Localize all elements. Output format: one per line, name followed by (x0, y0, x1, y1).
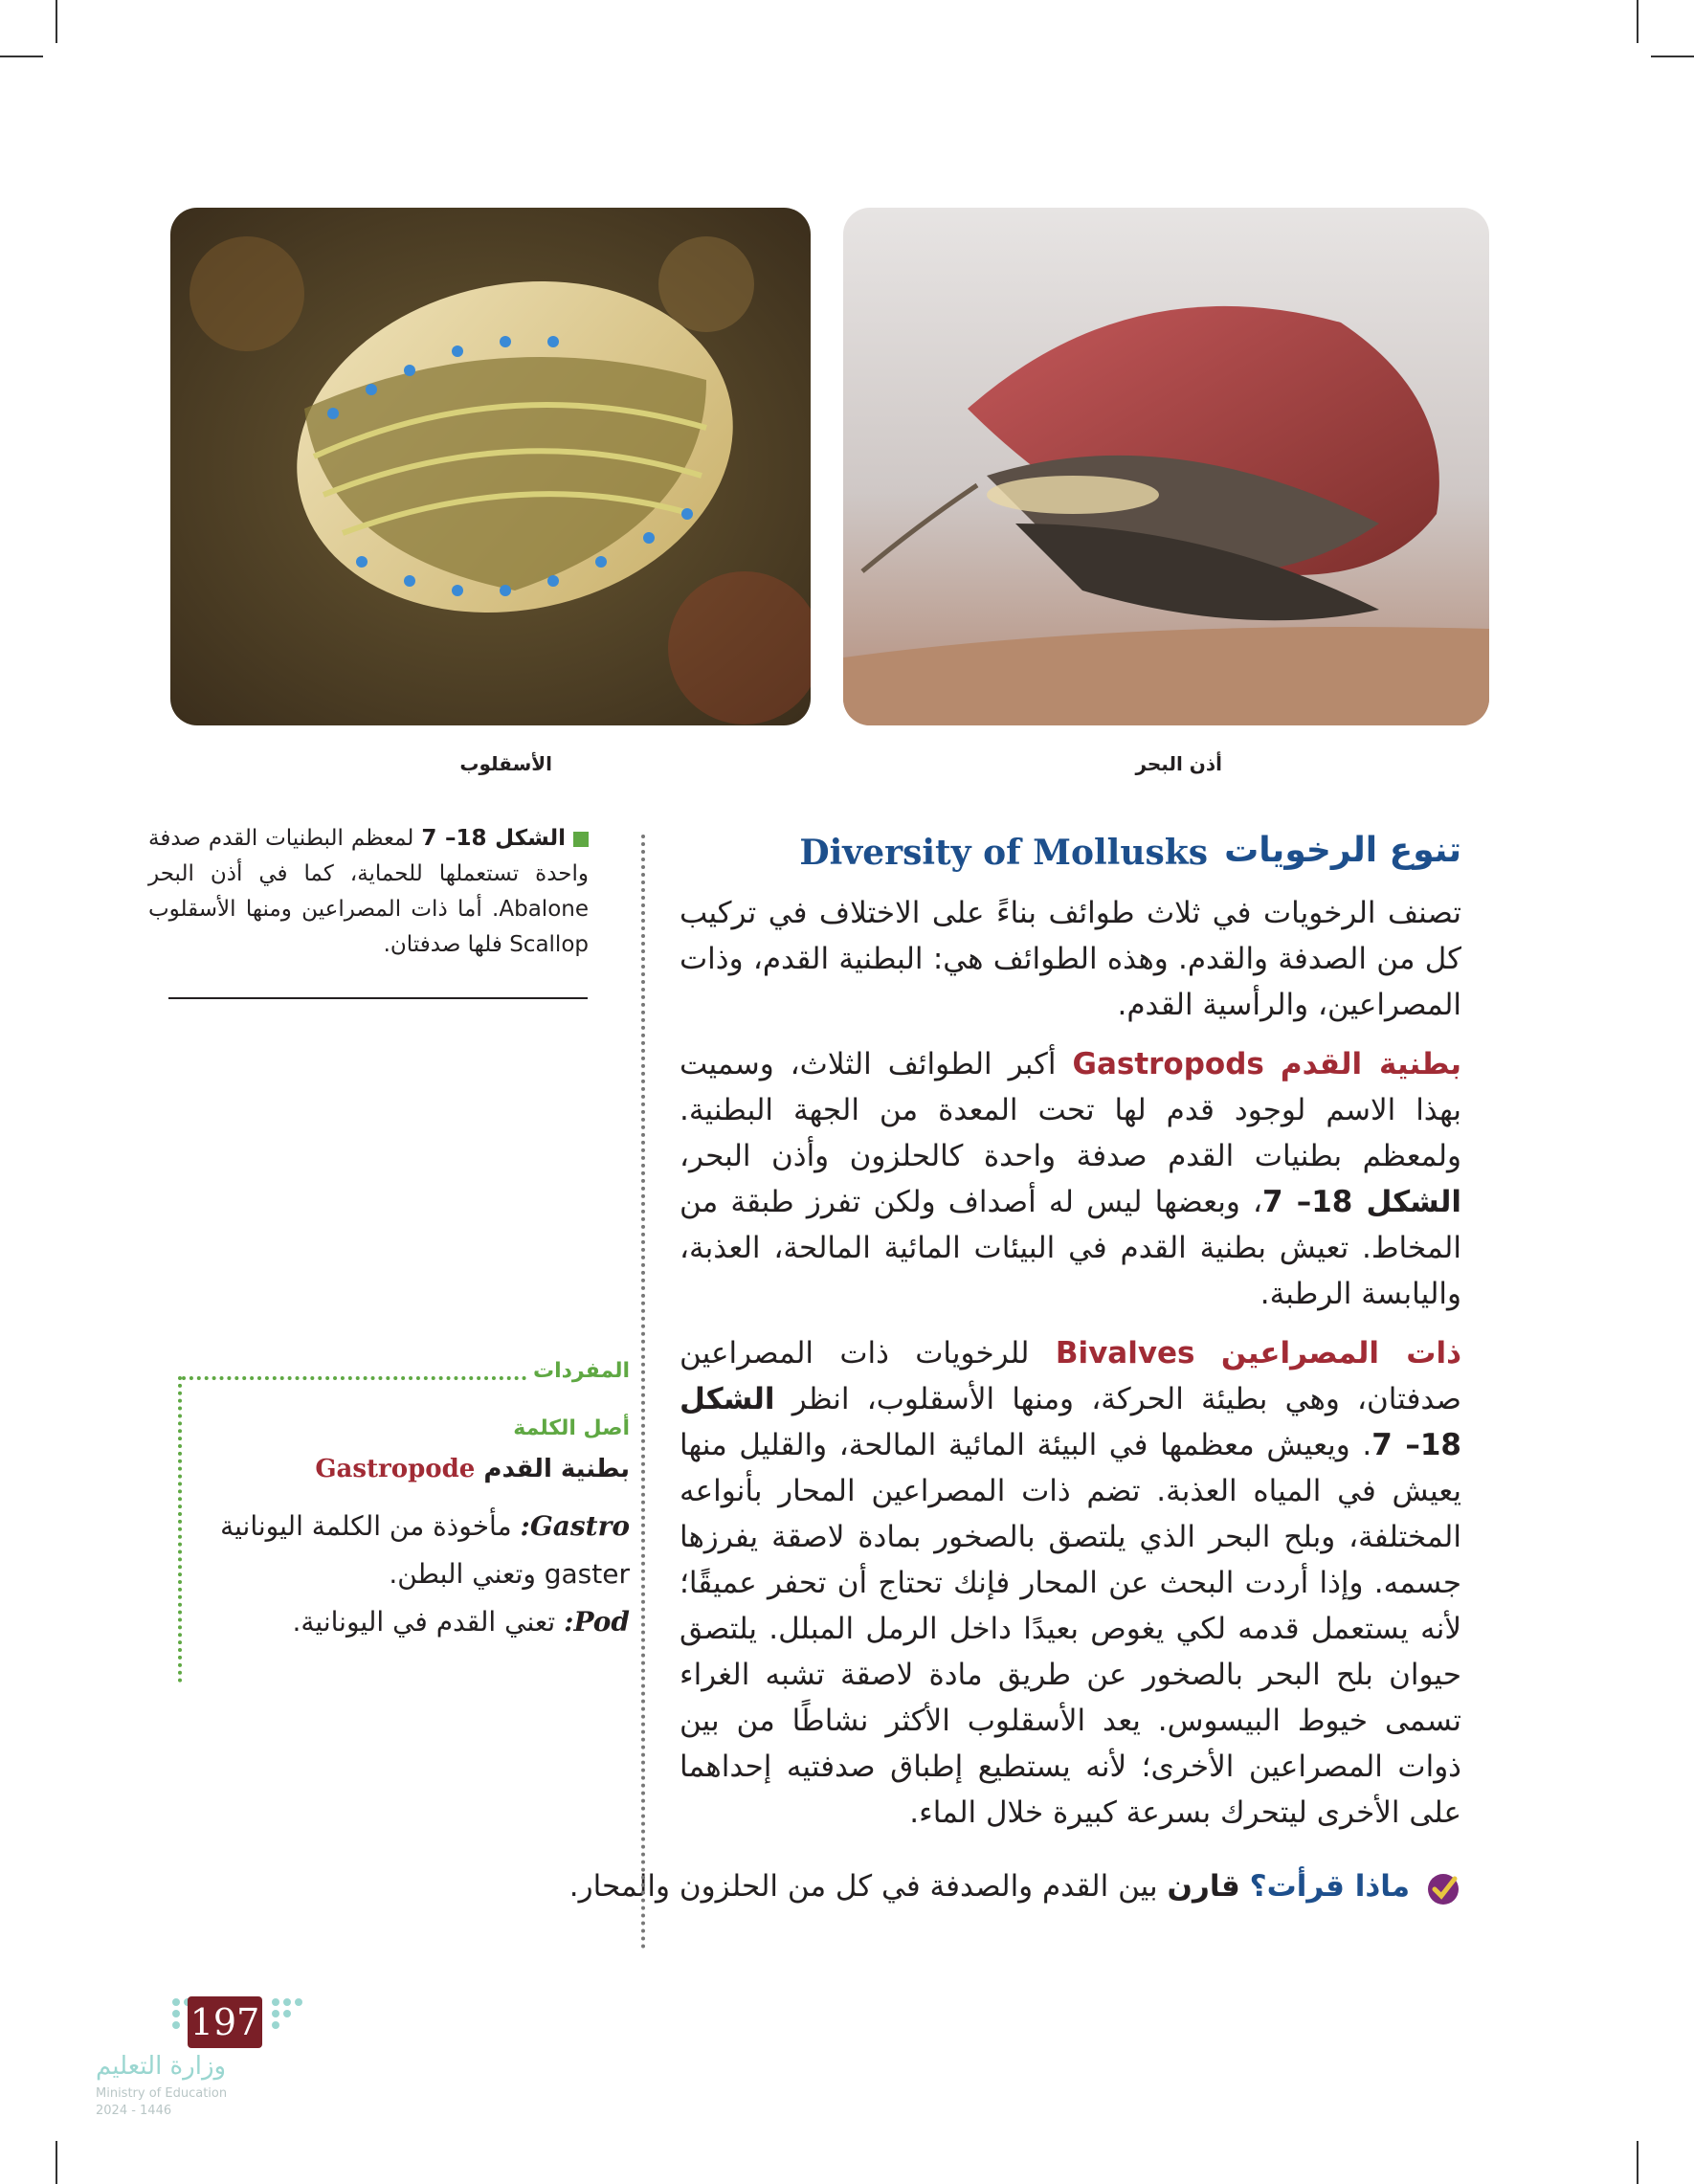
definition-gastro-text: مأخوذة من الكلمة اليونانية gaster وتعني البطن. (220, 1510, 630, 1590)
reading-check-label: ماذا قرأت؟ (1249, 1869, 1411, 1904)
vocabulary-title: المفردات (532, 1359, 630, 1383)
edition-year: 2024 - 1446 (96, 2104, 172, 2118)
crop-mark (56, 0, 57, 43)
scallop-photo (170, 208, 811, 725)
gastropods-text-a: أكبر الطوائف الثلاث، وسميت بهذا الاسم لوجود قدم لها تحت المعدة من الجهة البطنية. ولمعظم بطنيات القدم صدفة واحدة كالحلزون وأذن البحر، (680, 1047, 1461, 1173)
reading-check (569, 1869, 1461, 1906)
heading-english: Diversity of Mollusks (799, 833, 1208, 873)
bivalves-term-en: Bivalves (1055, 1336, 1195, 1371)
figure-note-text: لمعظم البطنيات القدم صدفة واحدة تستعملها للحماية، كما في أذن البحر Abalone. أما ذات المصراعين ومنها الأسقلوب Scallop فلها صدفتان. (148, 826, 589, 957)
definition-pod (182, 1598, 630, 1646)
vocabulary-definitions (182, 1503, 630, 1646)
gastropods-text-b: ، وبعضها ليس له أصداف ولكن تفرز طبقة من المخاط. تعيش بطنية القدم في البيئات المائية المالحة، العذبة، واليابسة الرطبة. (680, 1185, 1461, 1311)
definition-pod-term: Pod: (564, 1606, 630, 1638)
page-number: 197 (188, 1996, 262, 2048)
crop-mark (0, 56, 43, 57)
abalone-photo (843, 208, 1489, 725)
column-divider (641, 835, 645, 1950)
scallop-caption: الأسقلوب (459, 752, 552, 775)
abalone-caption: أذن البحر (1135, 752, 1222, 775)
definition-pod-text: تعني القدم في اليونانية. (292, 1606, 565, 1638)
crop-mark (1651, 56, 1694, 57)
crop-mark (1637, 0, 1638, 43)
reading-check-instruction: قارن (1167, 1869, 1240, 1904)
heading-arabic: تنوع الرخويات (1224, 831, 1461, 870)
main-text-column (680, 890, 1461, 1849)
gastropods-paragraph (680, 1041, 1461, 1317)
crop-mark (1637, 2141, 1638, 2184)
bivalves-text-b: . ويعيش معظمها في البيئة المائية المالحة، والقليل منها يعيش في المياه العذبة. تضم ذات المصراعين المحار بأنواعه المختلفة، وبلح البحر الذي يلتصق بالصخور بمادة لاصقة يفرزها جسمه. وإذا أردت البحث عن المحار فإنك تحتاج أن تحفر عميقًا؛ لأنه يستعمل قدمه لكي يغوص بعيدًا داخل الرمل المبلل. يلتصق حيوان بلح البحر بالصخور عن طريق مادة لاصقة تشبه الغراء تسمى خيوط البيسوس. يعد الأسقلوب الأكثر نشاطًا من بين ذوات المصراعين الأخرى؛ لأنه يستطيع إطباق صدفتيه إحداهما على الأخرى ليتحرك بسرعة كبيرة خلال الماء. (680, 1428, 1461, 1830)
gastropods-term-en: Gastropods (1072, 1047, 1264, 1081)
definition-gastro-term: Gastro: (520, 1510, 630, 1542)
definition-gastro (182, 1503, 630, 1598)
figure-reference: الشكل 18– 7 (1262, 1185, 1461, 1219)
checkmark-icon (1425, 1870, 1461, 1906)
section-heading (680, 831, 1461, 879)
vocabulary-dotted-rule (182, 1376, 526, 1380)
figure-note-rule (168, 997, 588, 999)
vocabulary-subtitle: أصل الكلمة (513, 1416, 630, 1440)
vocabulary-word (315, 1455, 630, 1483)
bivalves-term-ar: ذات المصراعين (1220, 1336, 1461, 1371)
vocabulary-word-ar: بطنية القدم (483, 1455, 630, 1483)
vocabulary-word-en: Gastropode (315, 1455, 476, 1483)
crop-mark (56, 2141, 57, 2184)
figure-note-label: الشكل 18– 7 (421, 826, 566, 851)
reading-check-text: بين القدم والصدفة في كل من الحلزون والمحار. (568, 1869, 1168, 1904)
figure-reference: الشكل 18– 7 (680, 1382, 1461, 1462)
intro-paragraph: تصنف الرخويات في ثلاث طوائف بناءً على الاختلاف في تركيب كل من الصدفة والقدم. وهذه الطوائف هي: البطنية القدم، وذات المصراعين، والرأسية القدم. (680, 896, 1461, 1022)
ministry-name-en: Ministry of Education (96, 2086, 228, 2101)
ministry-name-ar: وزارة التعليم (96, 2052, 227, 2081)
bivalves-paragraph (680, 1330, 1461, 1836)
figure-caption-note (148, 821, 589, 963)
bivalves-text-a: للرخويات ذات المصراعين صدفتان، وهي بطيئة الحركة، ومنها الأسقلوب، انظر (680, 1336, 1461, 1416)
bullet-square-icon (573, 832, 589, 847)
gastropods-term-ar: بطنية القدم (1280, 1047, 1461, 1081)
